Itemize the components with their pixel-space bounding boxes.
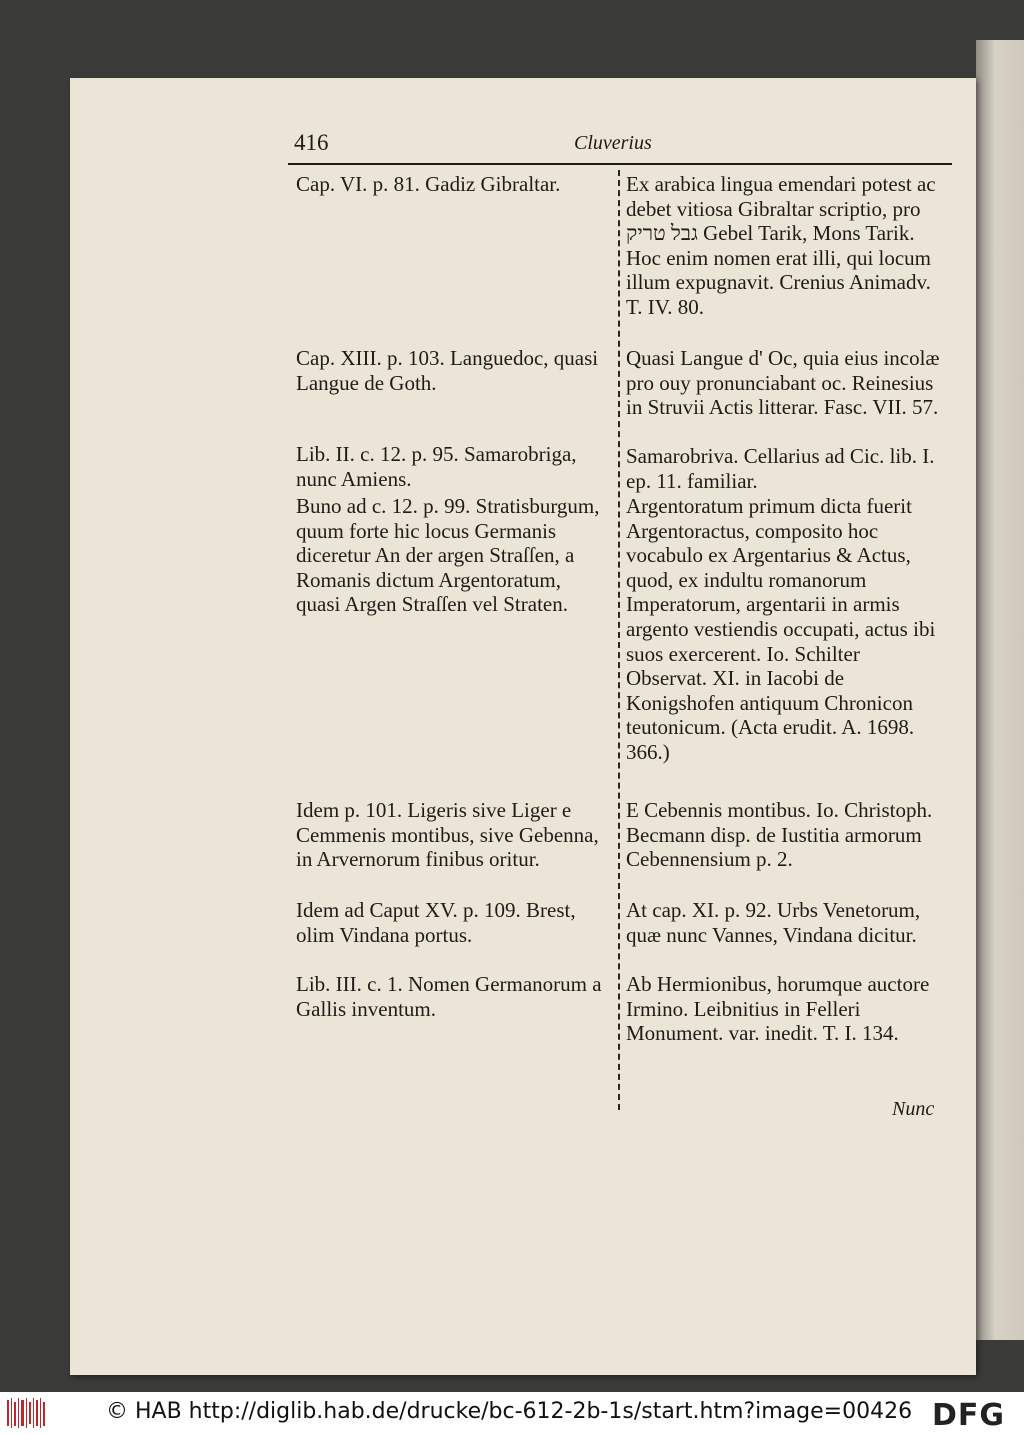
header-rule <box>288 163 952 165</box>
right-entry-6: At cap. XI. p. 92. Urbs Venetorum, quæ nunc Vannes, Vindana dicitur. <box>626 898 921 947</box>
left-entry-7: Lib. III. c. 1. Nomen Germanorum a Gallis inventum. <box>296 972 602 1021</box>
book-edge <box>976 40 1024 1340</box>
right-entry-2: Quasi Langue d' Oc, quia eius incolæ pro ouy pronunciabant oc. Reinesius in Struvii Actis litterar. Fasc. VII. 57. <box>626 346 940 420</box>
right-entry-4: Argentoratum primum dicta fuerit Argentoractus, composito hoc vocabulo ex Argentarius & Actus, quod, ex indultu romanorum Imperatorum, argentarii in armis argento vestiendis occupati, actus ibi suos exercerent. Io. Schilter Observat. XI. in Iacobi de Konigshofen antiquum Chronicon teutonicum. (Acta erudit. A. 1698. 366.) <box>626 494 936 764</box>
right-entry-5: E Cebennis montibus. Io. Christoph. Becmann disp. de Iustitia armorum Cebennensium p. 2. <box>626 798 933 872</box>
barcode-icon <box>6 1396 46 1430</box>
right-entry-3: Samarobriva. Cellarius ad Cic. lib. I. ep. 11. familiar. <box>626 444 935 493</box>
running-head: Cluverius <box>574 132 652 154</box>
left-entry-5: Idem p. 101. Ligeris sive Liger e Cemmenis montibus, sive Gebenna, in Arvernorum finibus oritur. <box>296 798 599 872</box>
column-divider <box>618 170 620 1110</box>
right-entry-1: Ex arabica lingua emendari potest ac debet vitiosa Gibraltar scriptio, pro גבל טריק Gebel Tarik, Mons Tarik. Hoc enim nomen erat illi, qui locum illum expugnavit. Crenius Animadv. T. IV. 80. <box>626 172 936 319</box>
book-page <box>70 78 976 1375</box>
copyright-url[interactable]: © HAB http://diglib.hab.de/drucke/bc-612-2b-1s/start.htm?image=00426 <box>106 1399 913 1424</box>
left-entry-6: Idem ad Caput XV. p. 109. Brest, olim Vindana portus. <box>296 898 576 947</box>
catchword: Nunc <box>892 1098 935 1120</box>
left-entry-4: Buno ad c. 12. p. 99. Stratisburgum, quum forte hic locus Germanis diceretur An der argen Straſſen, a Romanis dictum Argentoratum, quasi Argen Straſſen vel Straten. <box>296 494 600 617</box>
right-entry-7: Ab Hermionibus, horumque auctore Irmino. Leibnitius in Felleri Monument. var. inedit. T. I. 134. <box>626 972 930 1046</box>
page-number: 416 <box>294 130 329 155</box>
left-entry-3: Lib. II. c. 12. p. 95. Samarobriga, nunc Amiens. <box>296 442 577 491</box>
dfg-logo: DFG <box>932 1398 1006 1433</box>
left-entry-1: Cap. VI. p. 81. Gadiz Gibraltar. <box>296 172 561 196</box>
left-entry-2: Cap. XIII. p. 103. Languedoc, quasi Langue de Goth. <box>296 346 599 395</box>
footer-bar <box>0 1392 1024 1435</box>
